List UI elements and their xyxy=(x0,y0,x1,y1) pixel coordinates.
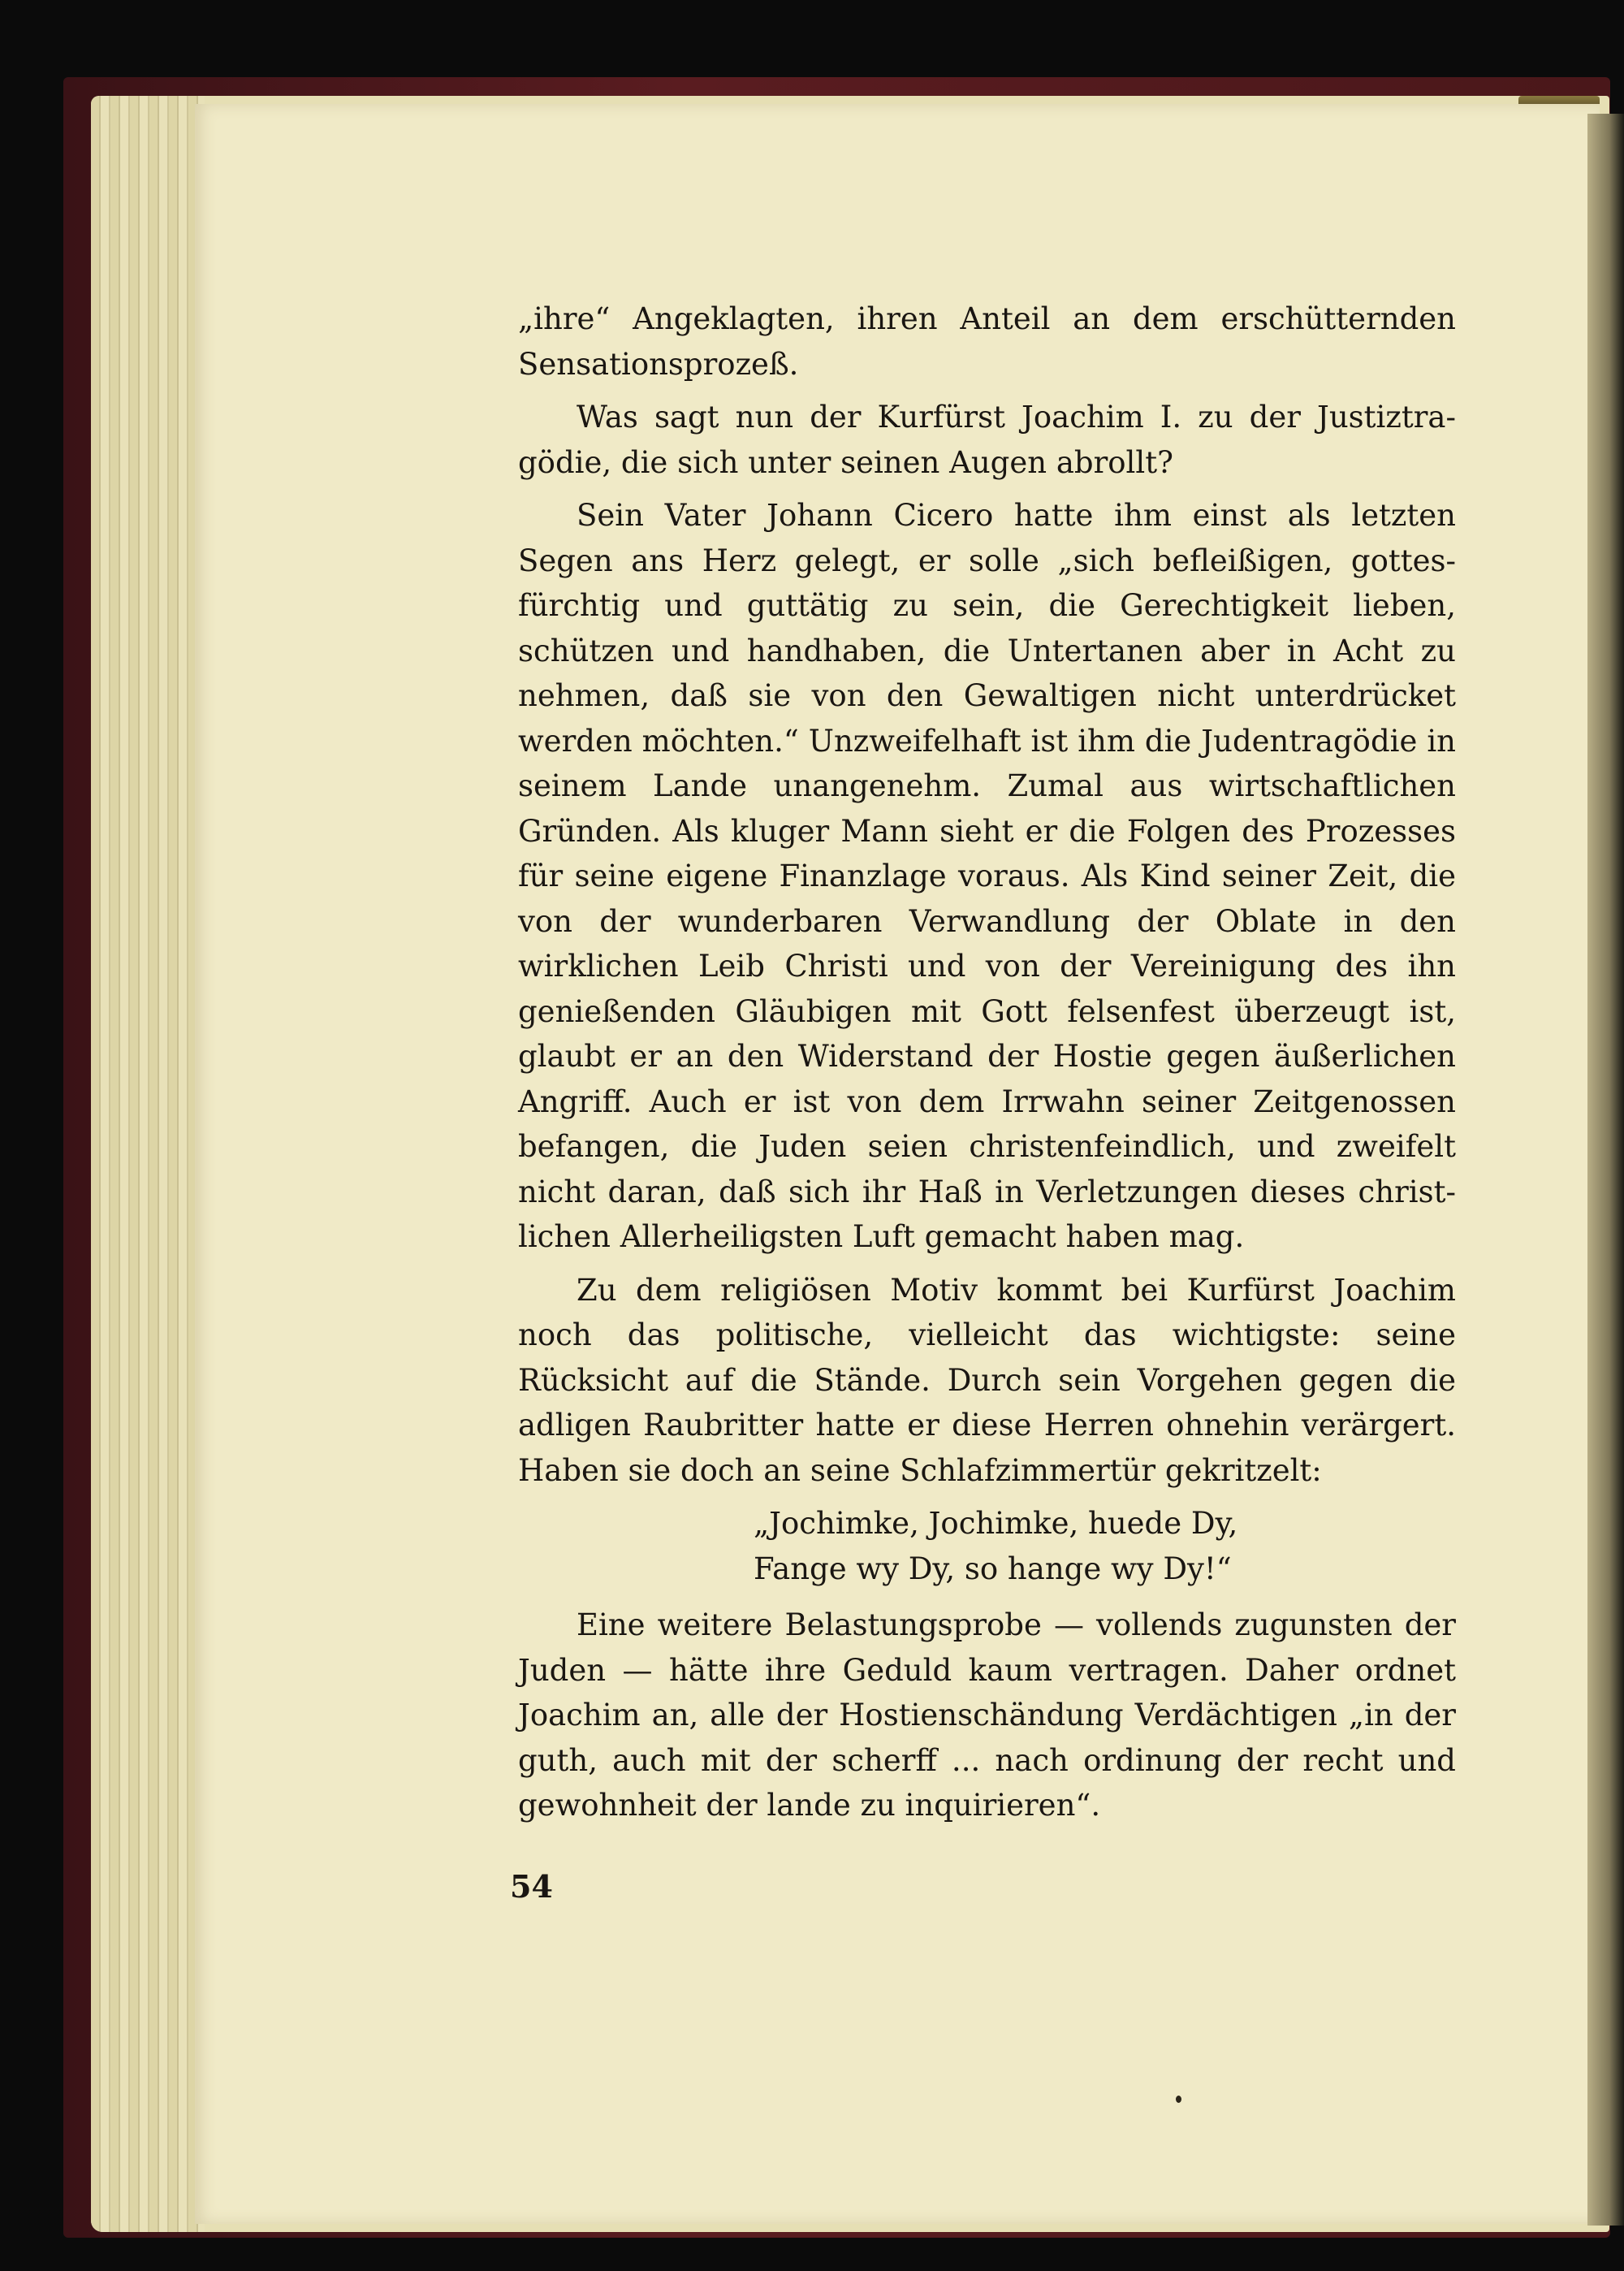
ink-speck xyxy=(1176,2096,1181,2103)
page-edges xyxy=(91,96,205,2232)
paragraph-1: „ihre“ Angeklagten, ihren Anteil an dem erschütternden Sensationsprozeß. xyxy=(518,301,1456,382)
verse-line-2: Fange wy Dy, so hange wy Dy!“ xyxy=(754,1551,1232,1586)
paragraph-4: Zu dem religiösen Motiv kommt bei Kurfürst Joachim noch das politische, vielleicht das wichtigste: seine Rücksicht auf die Stände. Durch sein Vorgehen gegen die adligen Raubritter hatte er diese Herren ohnehin verärgert. Haben sie doch an seine Schlafzimmertür gekritzelt: xyxy=(518,1272,1456,1488)
verse-line-1: „Jochimke, Jochimke, huede Dy, xyxy=(754,1506,1238,1541)
verse-quote xyxy=(518,1501,1456,1591)
page-number: 54 xyxy=(510,1868,553,1905)
body-text xyxy=(518,296,1456,1836)
paragraph-3: Sein Vater Johann Cicero hatte ihm einst als letzten Segen ans Herz gelegt, er solle „sich befleißigen, gottesfürchtig und guttätig zu sein, die Gerechtigkeit lieben, schützen und handhaben, die Untertanen aber in Acht zu nehmen, daß sie von den Gewaltigen nicht unterdrücket werden möchten.“ Unzweifelhaft ist ihm die Judentragödie in seinem Lande unangenehm. Zumal aus wirtschaftlichen Gründen. Als kluger Mann sieht er die Folgen des Prozesses für seine eigene Finanzlage voraus. Als Kind seiner Zeit, die von der wunderbaren Verwandlung der Oblate in den wirklichen Leib Christi und von der Vereinigung des ihn genießenden Gläubigen mit Gott felsenfest überzeugt ist, glaubt er an den Widerstand der Hostie gegen äußerlichen Angriff. Auch er ist von dem Irrwahn seiner Zeitgenossen befangen, die Juden seien christenfeindlich, und zweifelt nicht daran, daß sich ihr Haß in Verletzungen dieses christlichen Allerheiligsten Luft gemacht haben mag. xyxy=(518,498,1456,1254)
page-gutter xyxy=(1587,114,1624,2226)
paragraph-5: Eine weitere Belastungsprobe — vollends zugunsten der Juden — hätte ihre Geduld kaum vertragen. Daher ordnet Joachim an, alle der Hostienschändung Verdächtigen „in der guth, auch mit der scherff ... nach ordinung der recht und gewohnheit der lande zu inquirieren“. xyxy=(518,1607,1456,1823)
paragraph-2: Was sagt nun der Kurfürst Joachim I. zu der Justiztragödie, die sich unter seinen Augen abrollt? xyxy=(518,400,1456,480)
